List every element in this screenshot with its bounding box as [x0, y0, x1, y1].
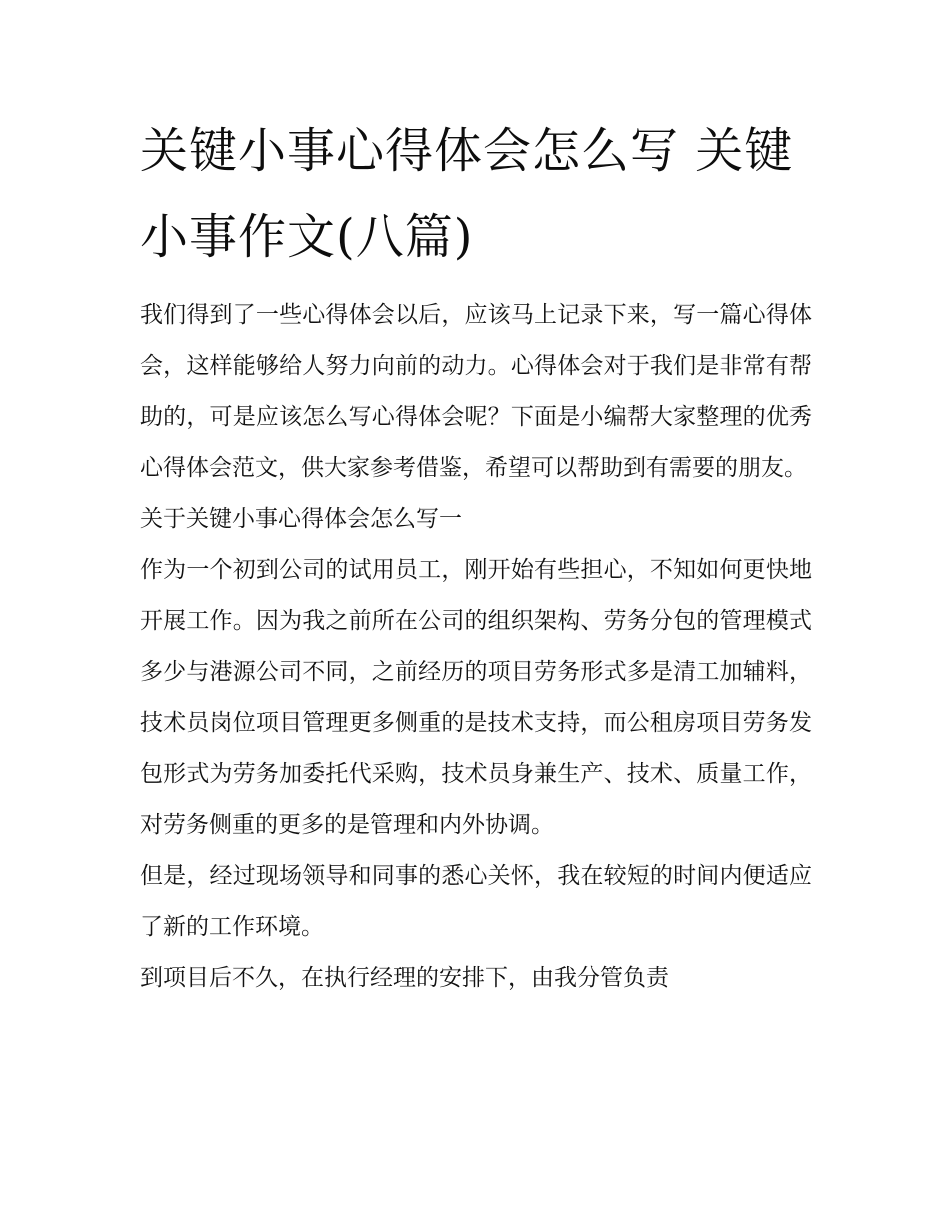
body-paragraph-2: 但是，经过现场领导和同事的悉心关怀，我在较短的时间内便适应了新的工作环境。: [140, 863, 812, 940]
body-paragraph-1: 作为一个初到公司的试用员工，刚开始有些担心，不知如何更快地开展工作。因为我之前所在公司的组织架构、劳务分包的管理模式多少与港源公司不同，之前经历的项目劳务形式多是清工加辅料，技术员岗位项目管理更多侧重的是技术支持，而公租房项目劳务发包形式为劳务加委托代采购，技术员身兼生产、技术、质量工作，对劳务侧重的更多的是管理和内外协调。: [140, 557, 812, 838]
document-title: 关键小事心得体会怎么写 关键小事作文(八篇): [140, 123, 794, 265]
intro-paragraph: 我们得到了一些心得体会以后，应该马上记录下来，写一篇心得体会，这样能够给人努力向前的动力。心得体会对于我们是非常有帮助的，可是应该怎么写心得体会呢？下面是小编帮大家整理的优秀心得体会范文，供大家参考借鉴，希望可以帮助到有需要的朋友。: [140, 302, 812, 481]
section-heading: 关于关键小事心得体会怎么写一: [140, 506, 462, 532]
body-paragraph-3: 到项目后不久，在执行经理的安排下，由我分管负责: [140, 965, 669, 991]
document-page: [140, 108, 812, 1004]
